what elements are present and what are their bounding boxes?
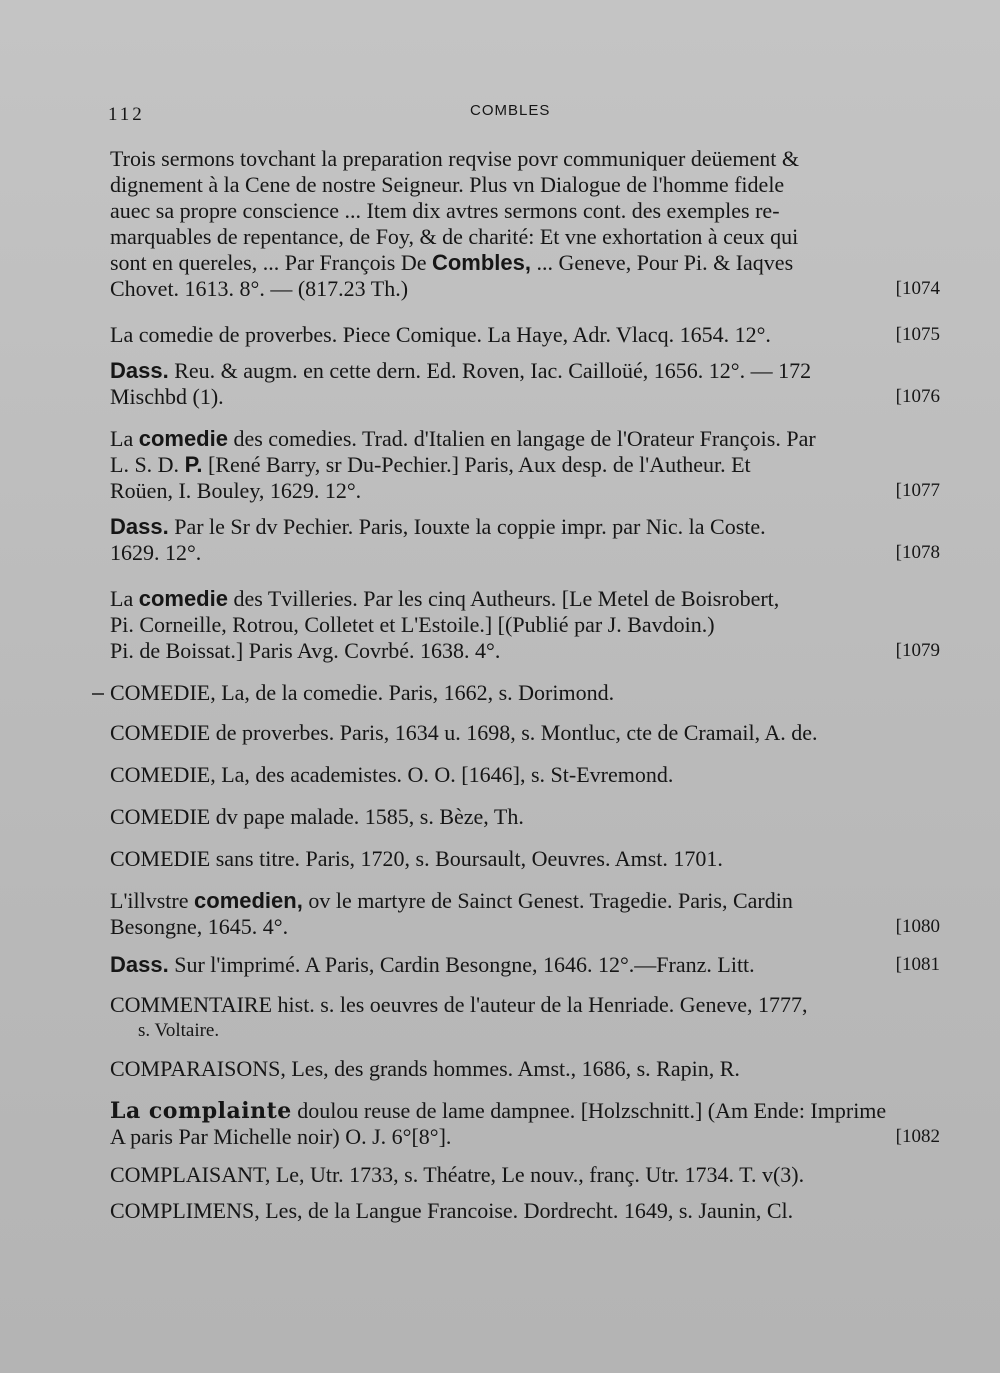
entry-number: [1078 bbox=[895, 542, 940, 563]
entry-line: marquables de repentance, de Foy, & de charité: Et vne exhortation à ceux qui bbox=[110, 224, 799, 249]
headword: comedien, bbox=[194, 888, 303, 913]
entry-line bbox=[110, 586, 940, 612]
entry-line: COMPLIMENS, Les, de la Langue Francoise. Dordrecht. 1649, s. Jaunin, Cl. bbox=[110, 1198, 794, 1223]
headword: Dass. bbox=[110, 514, 169, 539]
entry-text: ov le martyre de Sainct Genest. Tragedie. Paris, Cardin bbox=[302, 888, 793, 913]
entry-text: Sur l'imprimé. A Paris, Cardin Besongne, 1646. 12°.—Franz. Litt. bbox=[168, 952, 755, 977]
entry-number: [1081 bbox=[895, 954, 940, 975]
entry-tail bbox=[110, 478, 940, 504]
entry-comedie-4 bbox=[110, 804, 940, 830]
entry-number: [1077 bbox=[895, 480, 940, 501]
entry-1082 bbox=[110, 1098, 940, 1150]
entry-line: s. Voltaire. bbox=[138, 1020, 220, 1041]
entry-line: COMEDIE de proverbes. Paris, 1634 u. 1698, s. Montluc, cte de Cramail, A. de. bbox=[110, 720, 818, 745]
entry-text: doulou reuse de lame dampnee. [Holzschnitt.] (Am Ende: Imprime bbox=[291, 1098, 887, 1123]
entry-line: auec sa propre conscience ... Item dix avtres sermons cont. des exemples re- bbox=[110, 198, 780, 223]
entry-line: Pi. Corneille, Rotrou, Colletet et L'Estoile.] [(Publié par J. Bavdoin.) bbox=[110, 612, 715, 637]
entry-tail bbox=[110, 276, 940, 302]
entry-1079 bbox=[110, 586, 940, 664]
entry-text: L. S. D. bbox=[110, 452, 185, 477]
entry-number: [1075 bbox=[895, 324, 940, 345]
entry-line bbox=[110, 452, 940, 478]
entry-1074 bbox=[110, 146, 940, 302]
entry-comedie-1 bbox=[110, 680, 940, 706]
entry-1077 bbox=[110, 426, 940, 504]
headword: comedie bbox=[138, 586, 228, 611]
entry-number: [1080 bbox=[895, 916, 940, 937]
entry-text: [René Barry, sr Du-Pechier.] Paris, Aux desp. de l'Autheur. Et bbox=[202, 452, 751, 477]
entry-line bbox=[110, 250, 940, 276]
entry-tail bbox=[110, 638, 940, 664]
entry-text bbox=[110, 952, 755, 978]
entry-text: Par le Sr dv Pechier. Paris, Iouxte la coppie impr. par Nic. la Coste. bbox=[168, 514, 766, 539]
running-head: COMBLES bbox=[470, 102, 551, 119]
entry-text: Mischbd (1). bbox=[110, 384, 224, 409]
entry-number: [1076 bbox=[895, 386, 940, 407]
entry-text: A paris Par Michelle noir) O. J. 6°[8°]. bbox=[110, 1124, 452, 1149]
entry-text: Besongne, 1645. 4°. bbox=[110, 914, 289, 939]
page-number: 112 bbox=[108, 104, 145, 125]
entry-text: 1629. 12°. bbox=[110, 540, 202, 565]
entry-commentaire bbox=[110, 992, 940, 1044]
entry-text: La bbox=[110, 426, 139, 451]
entry-tail bbox=[110, 540, 940, 566]
entry-text: Pi. de Boissat.] Paris Avg. Covrbé. 1638. 4°. bbox=[110, 638, 501, 663]
entry-comedie-2 bbox=[110, 720, 940, 746]
entry-text: L'illvstre bbox=[110, 888, 195, 913]
entry-tail bbox=[110, 322, 940, 348]
entry-line: COMEDIE dv pape malade. 1585, s. Bèze, Th. bbox=[110, 804, 524, 829]
entry-line: COMEDIE, La, de la comedie. Paris, 1662, s. Dorimond. bbox=[110, 680, 615, 705]
entry-tail bbox=[110, 1124, 940, 1150]
entry-tail bbox=[110, 952, 940, 978]
entry-1080 bbox=[110, 888, 940, 940]
entry-text: des Tvilleries. Par les cinq Autheurs. [Le Metel de Boisrobert, bbox=[227, 586, 780, 611]
entry-text: ... Geneve, Pour Pi. & Iaqves bbox=[531, 250, 794, 275]
margin-mark bbox=[92, 693, 104, 695]
entry-1075 bbox=[110, 322, 940, 348]
entry-line: COMEDIE, La, des academistes. O. O. [1646], s. St-Evremond. bbox=[110, 762, 674, 787]
entry-1078 bbox=[110, 514, 940, 566]
headword: comedie bbox=[138, 426, 228, 451]
entry-text: La comedie de proverbes. Piece Comique. La Haye, Adr. Vlacq. 1654. 12°. bbox=[110, 322, 771, 347]
entry-line: Trois sermons tovchant la preparation reqvise povr communiquer deüement & bbox=[110, 146, 799, 171]
entry-line: COMEDIE sans titre. Paris, 1720, s. Boursault, Oeuvres. Amst. 1701. bbox=[110, 846, 723, 871]
headword: Combles, bbox=[431, 250, 532, 275]
entry-text: La bbox=[110, 586, 139, 611]
entry-text: Roüen, I. Bouley, 1629. 12°. bbox=[110, 478, 362, 503]
headword: Dass. bbox=[110, 952, 169, 977]
entry-number: [1074 bbox=[895, 278, 940, 299]
entry-line bbox=[110, 426, 940, 452]
entry-line bbox=[110, 1098, 940, 1124]
entry-complimens bbox=[110, 1198, 940, 1224]
entry-comedie-3 bbox=[110, 762, 940, 788]
entry-1076 bbox=[110, 358, 940, 410]
entry-line: COMMENTAIRE hist. s. les oeuvres de l'auteur de la Henriade. Geneve, 1777, bbox=[110, 992, 808, 1017]
entry-line bbox=[110, 888, 940, 914]
entry-text: sont en quereles, ... Par François De bbox=[110, 250, 432, 275]
entry-line bbox=[110, 358, 940, 384]
entry-line bbox=[110, 514, 940, 540]
entry-complaisant bbox=[110, 1162, 940, 1188]
entry-line: dignement à la Cene de nostre Seigneur. Plus vn Dialogue de l'homme fidele bbox=[110, 172, 785, 197]
entry-text: Chovet. 1613. 8°. — (817.23 Th.) bbox=[110, 276, 409, 301]
headword: Dass. bbox=[110, 358, 169, 383]
entry-comedie-5 bbox=[110, 846, 940, 872]
entry-line: COMPARAISONS, Les, des grands hommes. Amst., 1686, s. Rapin, R. bbox=[110, 1056, 740, 1081]
headword: P. bbox=[184, 452, 203, 477]
entry-line: COMPLAISANT, Le, Utr. 1733, s. Théatre, Le nouv., franç. Utr. 1734. T. v(3). bbox=[110, 1162, 805, 1187]
gothic-headword: La complainte bbox=[110, 1098, 292, 1124]
entry-text: Reu. & augm. en cette dern. Ed. Roven, Iac. Cailloüé, 1656. 12°. — 172 bbox=[168, 358, 812, 383]
entry-tail bbox=[110, 384, 940, 410]
entry-comparaisons bbox=[110, 1056, 940, 1082]
entry-number: [1082 bbox=[895, 1126, 940, 1147]
entry-text: des comedies. Trad. d'Italien en langage de l'Orateur François. Par bbox=[227, 426, 816, 451]
entry-tail bbox=[110, 914, 940, 940]
entry-1081 bbox=[110, 952, 940, 978]
entry-number: [1079 bbox=[895, 640, 940, 661]
